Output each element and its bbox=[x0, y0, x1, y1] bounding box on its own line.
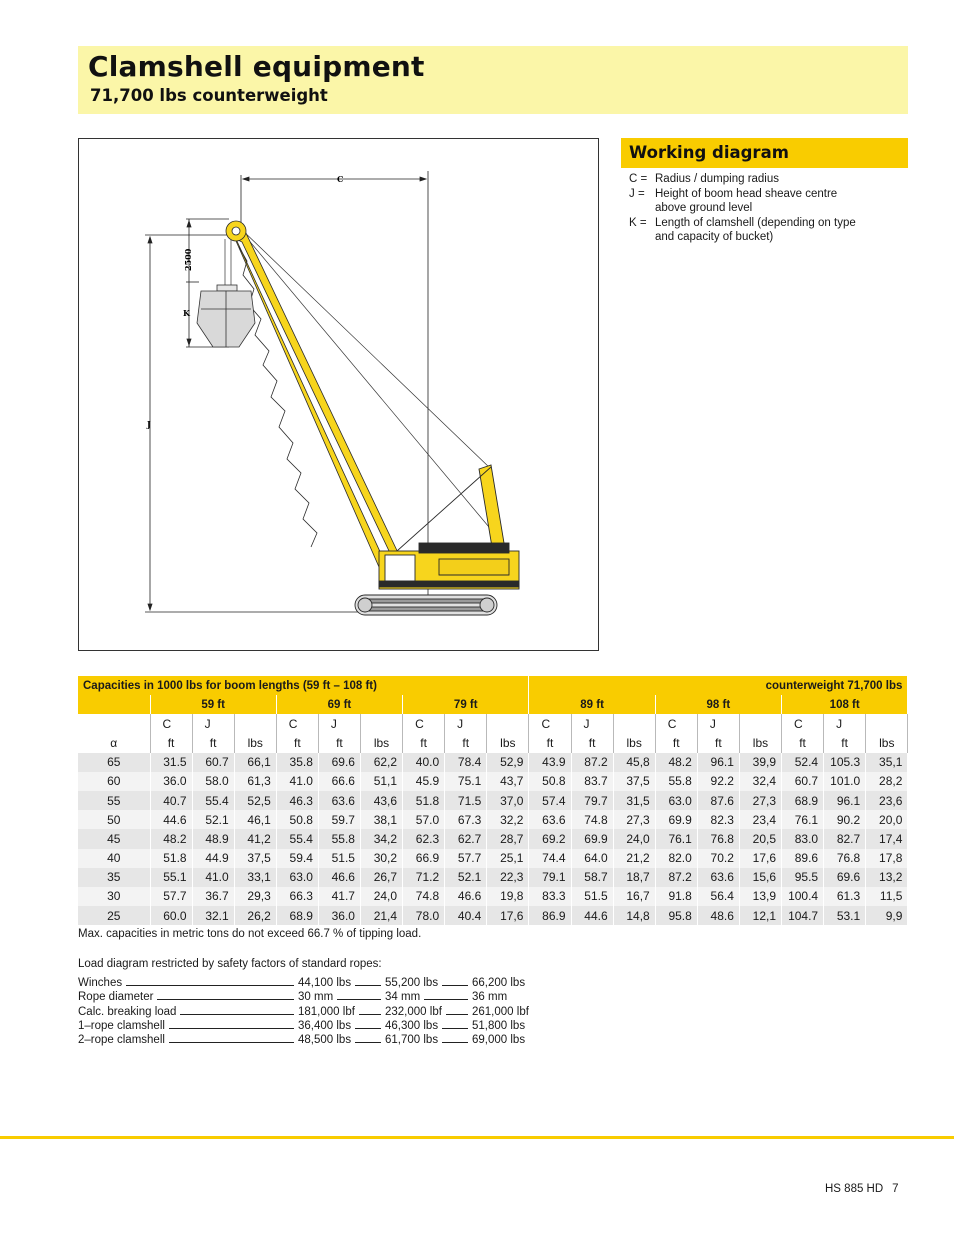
table-cell: 41.7 bbox=[318, 887, 360, 906]
table-cell: 74.8 bbox=[403, 887, 445, 906]
table-cell: 71.5 bbox=[445, 791, 487, 810]
table-cell: 39,9 bbox=[739, 753, 781, 772]
table-row bbox=[78, 791, 908, 810]
rope-value: 181,000 lbf bbox=[298, 1005, 355, 1018]
table-cell: 60.0 bbox=[150, 906, 192, 925]
table-cell: 28,2 bbox=[866, 772, 908, 791]
table-cell: 86.9 bbox=[529, 906, 571, 925]
rope-value: 30 mm bbox=[298, 991, 334, 1004]
table-cell: 22,3 bbox=[487, 868, 529, 887]
table-cell: 60.7 bbox=[782, 772, 824, 791]
table-cell: 62.3 bbox=[403, 829, 445, 848]
unit-label: ft bbox=[192, 733, 234, 752]
table-cell: 36.7 bbox=[192, 887, 234, 906]
table-cell: 37,5 bbox=[613, 772, 655, 791]
table-cell: 35.8 bbox=[276, 753, 318, 772]
rope-label: Rope diameter bbox=[78, 991, 154, 1004]
table-cell: 62.7 bbox=[445, 829, 487, 848]
rope-intro: Load diagram restricted by safety factors of standard ropes: bbox=[78, 958, 382, 970]
table-cell: 52.1 bbox=[192, 810, 234, 829]
table-cell: 58.0 bbox=[192, 772, 234, 791]
table-cell: 14,8 bbox=[613, 906, 655, 925]
leader-line bbox=[169, 1042, 294, 1043]
table-cell: 58.7 bbox=[571, 868, 613, 887]
table-cell: 82.0 bbox=[655, 849, 697, 868]
unit-label: ft bbox=[571, 733, 613, 752]
rope-row bbox=[78, 990, 508, 1004]
table-cell: 69.9 bbox=[571, 829, 613, 848]
angle-cell: 50 bbox=[78, 810, 150, 829]
table-cell: 57.4 bbox=[529, 791, 571, 810]
table-cell: 40.0 bbox=[403, 753, 445, 772]
table-cell: 69.2 bbox=[529, 829, 571, 848]
leader-line bbox=[169, 1028, 294, 1029]
unit-label: ft bbox=[824, 733, 866, 752]
column-c-header: C bbox=[403, 714, 445, 733]
table-cell: 61.3 bbox=[824, 887, 866, 906]
table-cell: 48.2 bbox=[150, 829, 192, 848]
table-cell: 31,5 bbox=[613, 791, 655, 810]
unit-label: ft bbox=[529, 733, 571, 752]
boom-length: 98 ft bbox=[655, 695, 781, 714]
rope-value: 51,800 lbs bbox=[472, 1019, 526, 1032]
table-caption: Capacities in 1000 lbs for boom lengths (59 ft – 108 ft) bbox=[78, 676, 529, 695]
column-c-header: C bbox=[150, 714, 192, 733]
table-cell: 19,8 bbox=[487, 887, 529, 906]
leader-line bbox=[355, 985, 381, 986]
table-cell: 61,3 bbox=[234, 772, 276, 791]
column-c-header: C bbox=[782, 714, 824, 733]
rope-value: 34 mm bbox=[385, 991, 421, 1004]
table-cell: 96.1 bbox=[824, 791, 866, 810]
table-cell: 17,6 bbox=[487, 906, 529, 925]
table-cell: 51,1 bbox=[360, 772, 402, 791]
rope-label: Calc. breaking load bbox=[78, 1005, 177, 1018]
leader-line bbox=[126, 985, 294, 986]
angle-cell: 35 bbox=[78, 868, 150, 887]
table-cell: 74.8 bbox=[571, 810, 613, 829]
unit-label: lbs bbox=[739, 733, 781, 752]
table-cell: 46.6 bbox=[445, 887, 487, 906]
table-cell: 64.0 bbox=[571, 849, 613, 868]
table-cell: 46,1 bbox=[234, 810, 276, 829]
units-header-row bbox=[78, 733, 908, 752]
capacity-note: Max. capacities in metric tons do not exceed 66.7 % of tipping load. bbox=[78, 928, 422, 940]
table-cell: 26,7 bbox=[360, 868, 402, 887]
unit-label: lbs bbox=[613, 733, 655, 752]
table-cell: 66.6 bbox=[318, 772, 360, 791]
page-title: Clamshell equipment bbox=[88, 50, 425, 83]
rope-value: 66,200 lbs bbox=[472, 977, 526, 989]
table-cell: 24,0 bbox=[613, 829, 655, 848]
crane-diagram bbox=[78, 138, 599, 651]
table-cell: 48.2 bbox=[655, 753, 697, 772]
label-c: C bbox=[337, 174, 344, 184]
rope-row bbox=[78, 1019, 526, 1033]
alpha-header: α bbox=[78, 733, 150, 752]
table-cell: 17,4 bbox=[866, 829, 908, 848]
table-cell: 11,5 bbox=[866, 887, 908, 906]
column-c-header: C bbox=[529, 714, 571, 733]
angle-cell: 25 bbox=[78, 906, 150, 925]
table-cell: 17,6 bbox=[739, 849, 781, 868]
working-diagram-heading bbox=[621, 138, 908, 168]
table-row bbox=[78, 887, 908, 906]
table-cell: 68.9 bbox=[782, 791, 824, 810]
column-j-header: J bbox=[318, 714, 360, 733]
table-cell: 95.5 bbox=[782, 868, 824, 887]
table-cell: 59.4 bbox=[276, 849, 318, 868]
rope-label: 2–rope clamshell bbox=[78, 1034, 165, 1047]
table-cell: 82.7 bbox=[824, 829, 866, 848]
table-cell: 69.6 bbox=[318, 753, 360, 772]
table-cell: 60.7 bbox=[192, 753, 234, 772]
table-cell: 36.0 bbox=[318, 906, 360, 925]
table-cell: 101.0 bbox=[824, 772, 866, 791]
legend-item: J = Height of boom head sheave centre above ground level bbox=[629, 187, 838, 214]
table-cell: 15,6 bbox=[739, 868, 781, 887]
leader-line bbox=[355, 1028, 381, 1029]
table-cell: 31.5 bbox=[150, 753, 192, 772]
table-cell: 96.1 bbox=[697, 753, 739, 772]
leader-line bbox=[442, 1042, 468, 1043]
angle-cell: 60 bbox=[78, 772, 150, 791]
table-cell: 105.3 bbox=[824, 753, 866, 772]
column-c-header: C bbox=[655, 714, 697, 733]
angle-cell: 30 bbox=[78, 887, 150, 906]
table-row bbox=[78, 906, 908, 925]
table-cell: 27,3 bbox=[613, 810, 655, 829]
unit-label: ft bbox=[445, 733, 487, 752]
table-cell: 37,5 bbox=[234, 849, 276, 868]
table-cell: 67.3 bbox=[445, 810, 487, 829]
table-cell: 63.6 bbox=[697, 868, 739, 887]
leader-line bbox=[180, 1014, 294, 1015]
table-cell: 59.7 bbox=[318, 810, 360, 829]
table-caption-row bbox=[78, 676, 908, 695]
table-cell: 20,0 bbox=[866, 810, 908, 829]
table-cell: 29,3 bbox=[234, 887, 276, 906]
table-cell: 74.4 bbox=[529, 849, 571, 868]
table-cell: 45,8 bbox=[613, 753, 655, 772]
table-cell: 66,1 bbox=[234, 753, 276, 772]
rope-value: 61,700 lbs bbox=[385, 1034, 439, 1047]
table-cell: 12,1 bbox=[739, 906, 781, 925]
table-cell: 78.0 bbox=[403, 906, 445, 925]
table-cell: 51.5 bbox=[318, 849, 360, 868]
table-cell: 48.9 bbox=[192, 829, 234, 848]
table-cell: 48.6 bbox=[697, 906, 739, 925]
table-cell: 51.5 bbox=[571, 887, 613, 906]
table-cell: 87.2 bbox=[571, 753, 613, 772]
table-cell: 43,6 bbox=[360, 791, 402, 810]
table-cell: 55.8 bbox=[318, 829, 360, 848]
table-cell: 32.1 bbox=[192, 906, 234, 925]
boom-length: 59 ft bbox=[150, 695, 276, 714]
table-cell: 55.1 bbox=[150, 868, 192, 887]
leader-line bbox=[442, 985, 468, 986]
unit-label: lbs bbox=[866, 733, 908, 752]
table-cell: 55.8 bbox=[655, 772, 697, 791]
working-diagram-title: Working diagram bbox=[629, 143, 789, 162]
table-cell: 76.1 bbox=[655, 829, 697, 848]
boom-length: 79 ft bbox=[403, 695, 529, 714]
upper-carriage bbox=[379, 543, 519, 589]
leader-line bbox=[355, 1042, 381, 1043]
table-cell: 57.7 bbox=[150, 887, 192, 906]
table-cell: 24,0 bbox=[360, 887, 402, 906]
table-cell: 21,4 bbox=[360, 906, 402, 925]
table-cell: 83.3 bbox=[529, 887, 571, 906]
rope-label: Winches bbox=[78, 977, 123, 989]
table-cell: 52.1 bbox=[445, 868, 487, 887]
table-cell: 50.8 bbox=[276, 810, 318, 829]
table-cell: 79.7 bbox=[571, 791, 613, 810]
angle-cell: 65 bbox=[78, 753, 150, 772]
table-cell: 26,2 bbox=[234, 906, 276, 925]
boom-length-row bbox=[78, 695, 908, 714]
table-row bbox=[78, 849, 908, 868]
boom bbox=[226, 221, 401, 567]
table-cell: 62,2 bbox=[360, 753, 402, 772]
rope-specs bbox=[78, 957, 529, 1047]
unit-label: ft bbox=[150, 733, 192, 752]
table-cell: 82.3 bbox=[697, 810, 739, 829]
leader-line bbox=[424, 999, 468, 1000]
page-number: 7 bbox=[892, 1183, 899, 1195]
table-cell: 51.8 bbox=[150, 849, 192, 868]
column-j-header: J bbox=[445, 714, 487, 733]
table-cell: 21,2 bbox=[613, 849, 655, 868]
page-footer bbox=[825, 1183, 908, 1195]
unit-label: ft bbox=[697, 733, 739, 752]
table-cell: 83.0 bbox=[782, 829, 824, 848]
table-cell: 100.4 bbox=[782, 887, 824, 906]
table-cell: 90.2 bbox=[824, 810, 866, 829]
rope-value: 36 mm bbox=[472, 991, 508, 1004]
rope-value: 46,300 lbs bbox=[385, 1019, 439, 1032]
table-cell: 46.6 bbox=[318, 868, 360, 887]
rope-row bbox=[78, 1005, 529, 1019]
table-cell: 28,7 bbox=[487, 829, 529, 848]
rope-value: 261,000 lbf bbox=[472, 1005, 529, 1018]
table-cell: 87.6 bbox=[697, 791, 739, 810]
table-cell: 44.9 bbox=[192, 849, 234, 868]
table-cell: 56.4 bbox=[697, 887, 739, 906]
table-row bbox=[78, 868, 908, 887]
table-cell: 18,7 bbox=[613, 868, 655, 887]
table-cell: 36.0 bbox=[150, 772, 192, 791]
table-cell: 92.2 bbox=[697, 772, 739, 791]
rope-value: 69,000 lbs bbox=[472, 1034, 526, 1047]
table-cell: 83.7 bbox=[571, 772, 613, 791]
table-cell: 55.4 bbox=[192, 791, 234, 810]
table-cell: 9,9 bbox=[866, 906, 908, 925]
table-row bbox=[78, 810, 908, 829]
unit-label: lbs bbox=[360, 733, 402, 752]
table-cell: 17,8 bbox=[866, 849, 908, 868]
rope-row bbox=[78, 1033, 526, 1047]
table-cell: 46.3 bbox=[276, 791, 318, 810]
table-cell: 104.7 bbox=[782, 906, 824, 925]
leader-line bbox=[337, 999, 381, 1000]
crane-drawing bbox=[79, 139, 600, 652]
table-cell: 87.2 bbox=[655, 868, 697, 887]
table-cell: 79.1 bbox=[529, 868, 571, 887]
boom-length: 89 ft bbox=[529, 695, 655, 714]
table-cell: 37,0 bbox=[487, 791, 529, 810]
leader-line bbox=[442, 1028, 468, 1029]
rope-value: 232,000 lbf bbox=[385, 1005, 442, 1018]
page-subtitle: 71,700 lbs counterweight bbox=[90, 86, 328, 105]
angle-cell: 40 bbox=[78, 849, 150, 868]
table-cell: 23,6 bbox=[866, 791, 908, 810]
column-c-header: C bbox=[276, 714, 318, 733]
table-cell: 41,2 bbox=[234, 829, 276, 848]
table-cell: 51.8 bbox=[403, 791, 445, 810]
table-cell: 52.4 bbox=[782, 753, 824, 772]
table-cell: 43,7 bbox=[487, 772, 529, 791]
table-cell: 70.2 bbox=[697, 849, 739, 868]
leader-line bbox=[359, 1014, 381, 1015]
table-cell: 34,2 bbox=[360, 829, 402, 848]
boom-length: 108 ft bbox=[782, 695, 908, 714]
label-2500: 2500 bbox=[183, 248, 193, 271]
table-cell: 41.0 bbox=[192, 868, 234, 887]
table-cell: 45.9 bbox=[403, 772, 445, 791]
rope-value: 55,200 lbs bbox=[385, 977, 439, 989]
table-cell: 43.9 bbox=[529, 753, 571, 772]
clamshell-bucket bbox=[197, 285, 255, 347]
rope-value: 44,100 lbs bbox=[298, 977, 352, 989]
model-name: HS 885 HD bbox=[825, 1183, 884, 1195]
table-cell: 35,1 bbox=[866, 753, 908, 772]
diagram-legend bbox=[629, 172, 899, 245]
table-cell: 57.7 bbox=[445, 849, 487, 868]
table-cell: 41.0 bbox=[276, 772, 318, 791]
table-cell: 25,1 bbox=[487, 849, 529, 868]
boom-length: 69 ft bbox=[276, 695, 402, 714]
table-row bbox=[78, 753, 908, 772]
table-cell: 52,5 bbox=[234, 791, 276, 810]
leader-line bbox=[157, 999, 294, 1000]
capacity-table bbox=[78, 676, 908, 925]
table-cell: 63.0 bbox=[655, 791, 697, 810]
table-cell: 95.8 bbox=[655, 906, 697, 925]
label-k: K bbox=[183, 308, 190, 318]
table-cell: 66.9 bbox=[403, 849, 445, 868]
rope-value: 48,500 lbs bbox=[298, 1034, 352, 1047]
table-cell: 20,5 bbox=[739, 829, 781, 848]
table-cell: 76.1 bbox=[782, 810, 824, 829]
table-cell: 32,2 bbox=[487, 810, 529, 829]
rope-label: 1–rope clamshell bbox=[78, 1019, 165, 1032]
table-cell: 76.8 bbox=[697, 829, 739, 848]
table-cell: 13,9 bbox=[739, 887, 781, 906]
unit-label: ft bbox=[782, 733, 824, 752]
table-cell: 27,3 bbox=[739, 791, 781, 810]
table-cell: 63.6 bbox=[318, 791, 360, 810]
unit-label: ft bbox=[403, 733, 445, 752]
table-cell: 55.4 bbox=[276, 829, 318, 848]
table-cell: 76.8 bbox=[824, 849, 866, 868]
unit-label: ft bbox=[655, 733, 697, 752]
column-j-header: J bbox=[571, 714, 613, 733]
rope-row bbox=[78, 976, 526, 990]
footer-rule bbox=[0, 1136, 954, 1139]
column-j-header: J bbox=[697, 714, 739, 733]
table-row bbox=[78, 829, 908, 848]
table-cell: 52,9 bbox=[487, 753, 529, 772]
legend-item: K = Length of clamshell (depending on type and capacity of bucket) bbox=[629, 216, 856, 243]
table-cell: 40.4 bbox=[445, 906, 487, 925]
table-cell: 75.1 bbox=[445, 772, 487, 791]
table-cell: 89.6 bbox=[782, 849, 824, 868]
dimension-c bbox=[241, 171, 428, 607]
table-cell: 69.6 bbox=[824, 868, 866, 887]
table-cell: 32,4 bbox=[739, 772, 781, 791]
table-cell: 69.9 bbox=[655, 810, 697, 829]
table-cell: 44.6 bbox=[150, 810, 192, 829]
unit-label: lbs bbox=[234, 733, 276, 752]
table-cell: 68.9 bbox=[276, 906, 318, 925]
table-cell: 50.8 bbox=[529, 772, 571, 791]
table-cell: 16,7 bbox=[613, 887, 655, 906]
table-counterweight: counterweight 71,700 lbs bbox=[529, 676, 908, 695]
angle-cell: 55 bbox=[78, 791, 150, 810]
column-j-header: J bbox=[824, 714, 866, 733]
table-row bbox=[78, 772, 908, 791]
unit-label: ft bbox=[318, 733, 360, 752]
table-cell: 30,2 bbox=[360, 849, 402, 868]
table-cell: 38,1 bbox=[360, 810, 402, 829]
table-cell: 13,2 bbox=[866, 868, 908, 887]
table-cell: 53.1 bbox=[824, 906, 866, 925]
unit-label: lbs bbox=[487, 733, 529, 752]
table-cell: 33,1 bbox=[234, 868, 276, 887]
table-cell: 63.6 bbox=[529, 810, 571, 829]
table-cell: 40.7 bbox=[150, 791, 192, 810]
label-j: J bbox=[147, 419, 151, 429]
cj-header-row bbox=[78, 714, 908, 733]
table-cell: 78.4 bbox=[445, 753, 487, 772]
leader-line bbox=[446, 1014, 468, 1015]
title-band bbox=[78, 46, 908, 114]
angle-cell: 45 bbox=[78, 829, 150, 848]
legend-item: C = Radius / dumping radius bbox=[629, 173, 780, 185]
rope-value: 36,400 lbs bbox=[298, 1019, 352, 1032]
unit-label: ft bbox=[276, 733, 318, 752]
table-cell: 63.0 bbox=[276, 868, 318, 887]
table-cell: 44.6 bbox=[571, 906, 613, 925]
table-cell: 57.0 bbox=[403, 810, 445, 829]
crawler-track bbox=[355, 595, 497, 615]
table-cell: 91.8 bbox=[655, 887, 697, 906]
table-cell: 23,4 bbox=[739, 810, 781, 829]
table-cell: 66.3 bbox=[276, 887, 318, 906]
column-j-header: J bbox=[192, 714, 234, 733]
table-cell: 71.2 bbox=[403, 868, 445, 887]
